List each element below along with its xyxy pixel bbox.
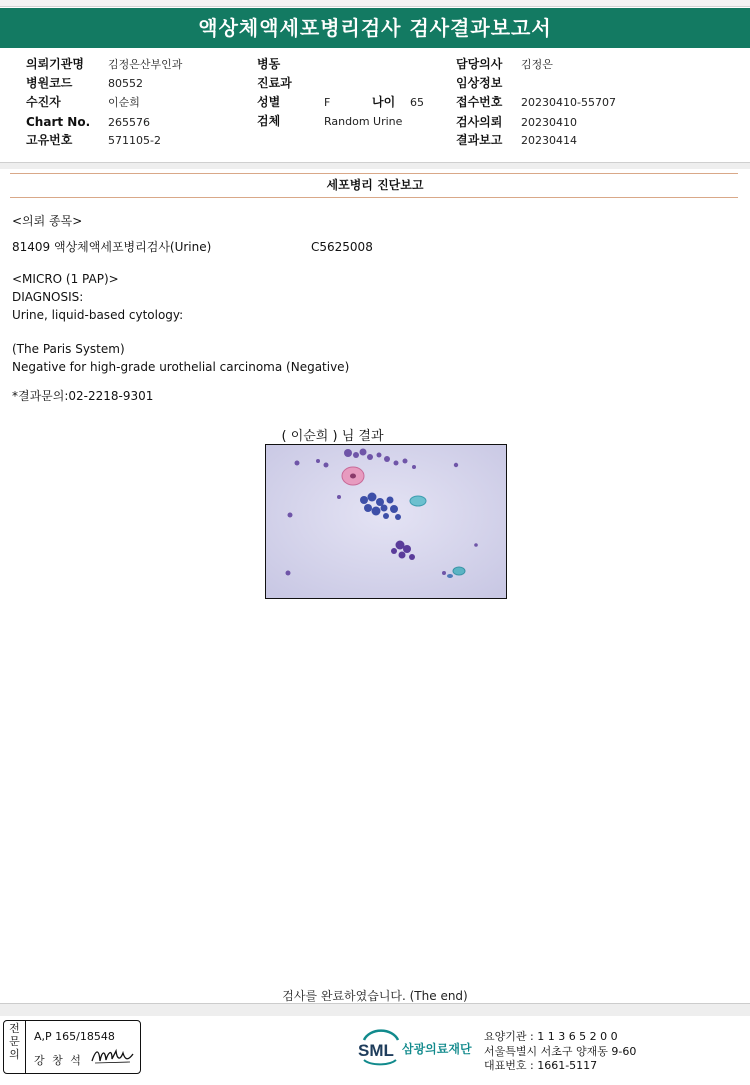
phone: 대표번호 : 1661-5117 (484, 1059, 598, 1072)
paris-system-line: (The Paris System) (12, 342, 125, 356)
clinical-info-label: 임상정보 (456, 76, 503, 90)
age-label: 나이 (372, 95, 396, 109)
header-divider-bar (0, 162, 750, 169)
footer-divider-bar (0, 1003, 750, 1016)
age-value: 65 (410, 96, 424, 109)
specimen-label: 검체 (257, 114, 281, 128)
unique-no-label: 고유번호 (26, 133, 73, 147)
department-label: 진료과 (257, 76, 292, 90)
end-of-report: 검사를 완료하였습니다. (The end) (282, 989, 468, 1003)
patient-label: 수진자 (26, 95, 61, 109)
sex-value: F (324, 96, 331, 109)
sml-logo (358, 1028, 402, 1068)
contact-line: *결과문의:02-2218-9301 (12, 389, 154, 403)
unique-no-value: 571105-2 (108, 134, 161, 147)
signature-box (3, 1020, 141, 1074)
accession-label: 접수번호 (456, 95, 503, 109)
doctor-label: 담당의사 (456, 57, 503, 71)
accession-value: 20230410-55707 (521, 96, 616, 109)
address: 서울특별시 서초구 양재동 9-60 (484, 1045, 637, 1058)
report-date-value: 20230414 (521, 134, 577, 147)
pathologist-name: 강 창 석 (34, 1054, 83, 1067)
logo-mark: SML (358, 1041, 394, 1060)
section-title: 세포병리 진단보고 (326, 178, 424, 192)
sex-label: 성별 (257, 95, 281, 109)
test-code: C5625008 (311, 240, 373, 254)
specimen-line: Urine, liquid-based cytology: (12, 308, 184, 322)
chart-no-label: Chart No. (26, 115, 91, 129)
diagnosis-result: Negative for high-grade urothelial carcinoma (Negative) (12, 360, 350, 374)
micro-heading: <MICRO (1 PAP)> (12, 272, 119, 286)
diagnosis-label: DIAGNOSIS: (12, 290, 84, 304)
cytology-micrograph (265, 444, 507, 599)
specialist-label (4, 1021, 26, 1073)
request-items-heading: <의뢰 종목> (12, 214, 83, 228)
window-top-band (0, 0, 750, 7)
specialist-label-text: 전문의 (9, 1022, 20, 1061)
institution-label: 의뢰기관명 (26, 57, 84, 71)
specimen-value: Random Urine (324, 115, 403, 128)
request-date-value: 20230410 (521, 116, 577, 129)
doctor-value: 김정은 (521, 58, 553, 71)
report-date-label: 결과보고 (456, 133, 503, 147)
section-rule-bottom (10, 197, 738, 198)
hospital-code-label: 병원코드 (26, 76, 73, 90)
section-rule-top (10, 173, 738, 174)
test-line: 81409 액상체액세포병리검사(Urine) (12, 240, 212, 254)
handwritten-signature (90, 1045, 136, 1067)
patient-value: 이순희 (108, 96, 140, 109)
specialist-id: A,P 165/18548 (34, 1030, 115, 1043)
facility-code: 요양기관 : 1 1 3 6 5 2 0 0 (484, 1030, 618, 1043)
institution-value: 김정은산부인과 (108, 58, 183, 71)
image-caption: ( 이순희 ) 님 결과 (281, 429, 384, 444)
chart-no-value: 265576 (108, 116, 150, 129)
report-title: 액상체액세포병리검사 검사결과보고서 (0, 8, 750, 48)
org-name: 삼광의료재단 (402, 1042, 472, 1056)
request-date-label: 검사의뢰 (456, 115, 503, 129)
hospital-code-value: 80552 (108, 77, 143, 90)
ward-label: 병동 (257, 57, 281, 71)
